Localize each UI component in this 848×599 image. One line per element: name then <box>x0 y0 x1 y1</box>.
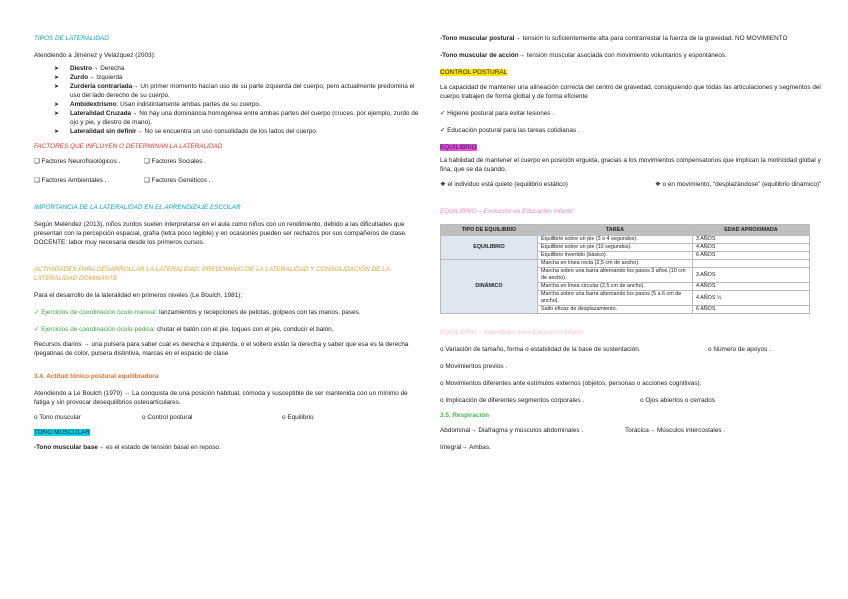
list-item: ➤ Lateralidad Cruzada→ No hay una dominancia homogénea entre ambas partes del cuerpo (cruces, por ejemplo, zurdo de ojo y pie, y diestro de mano). <box>54 109 424 127</box>
respiracion-integral: Integral→ Ambas. <box>440 444 491 451</box>
paragraph-desarrollo: Para el desarrollo de la lateralidad en primeros niveles (Le Boulch, 1981): <box>34 292 243 299</box>
table-row <box>441 260 810 268</box>
option-item: o Control postural <box>142 414 193 421</box>
heading-importancia: IMPORTANCIA DE LA LATERALIDAD EN EL APRENDIZAJE ESCOLAR <box>34 204 241 211</box>
heading-tipos-lateralidad: TIPOS DE LATERALIDAD <box>34 35 109 42</box>
heading-actitud-tonico: 3.4. Actitud tónico postural equilibradora <box>34 373 159 380</box>
age-cell: 3 AÑOS <box>693 268 810 283</box>
heading-equilibrio: EQUILIBRIO <box>440 144 477 151</box>
paragraph-importancia: Según Meléndez (2013), niños zurdos suelen interpretarse en el aula como niños con un rendimiento, debido a las dificultades que presentan con la percepción espacial, grafía (letra poco legible) y en ocasiones pueden ser rechazos por sus compañeros de clase. DOCENTE: labor muy necesaria desde los primeros cursos. <box>34 221 407 246</box>
age-cell: 4 AÑOS <box>693 283 810 291</box>
task-cell: Equilibrio invertido (básico). <box>538 252 693 260</box>
lateralidad-types-list <box>34 64 424 136</box>
paragraph-equilibrio: La habilidad de mantener el cuerpo en posición erguida, gracias a los movimientos compensatorios que implican la motricidad global y fina, que se da cuando. <box>440 157 821 173</box>
option-item: o Tono muscular <box>34 414 81 421</box>
task-cell: Equilibrio sobre un pie (3 o 4 segundos). <box>538 236 693 244</box>
activity-row-1 <box>440 345 830 354</box>
check-higiene: ✓ Higiene postural para evitar lesiones . <box>440 110 555 117</box>
options-row <box>34 413 424 422</box>
activity-item: o Número de apoyos . <box>708 346 771 353</box>
activity-item: o Ojos abiertos o cerrados <box>640 397 715 404</box>
option-item: o Equilibrio <box>282 414 314 421</box>
heading-factores: FACTORES QUE INFLUYEN O DETERMINAN LA LATERALIDAD <box>34 143 223 150</box>
paragraph-tono-accion: -Tono muscular de acción→ tensión muscular asociada con movimiento voluntarios y espontáneos. <box>440 52 727 59</box>
task-cell: Salto eficaz de desplazamiento. <box>538 306 693 314</box>
state-estatico: ❖ el individuo está quieto (equilibrio estático) <box>440 181 568 188</box>
paragraph-tono-base: -Tono muscular base→ es el estado de tensión basal en reposo. <box>34 444 221 451</box>
list-item: ➤ Zurdo→ Izquierda <box>54 73 424 82</box>
list-item: ➤ Ambidextrismo: Usan indistintamente ambas partes de su cuerpo. <box>54 100 424 109</box>
paragraph-tono-postural: -Tono muscular postural→ tensión lo suficientemente alta para contrarrestar la fuerza de la gravedad. NO MOVIMIENTO <box>440 35 788 42</box>
activity-item: o Implicación de diferentes segmentos corporales . <box>440 397 585 404</box>
task-cell: Marcha en línea recta (2,5 cm de ancho). <box>538 260 693 268</box>
task-cell: Equilibrio sobre un pie (10 segundos). <box>538 244 693 252</box>
factors-row-1 <box>34 157 424 166</box>
age-cell <box>693 260 810 268</box>
exercise-oculo-manual: ✓ Ejercicios de coordinación óculo-manual: lanzamientos y recepciones de pelotas, golpeos con las manos, pases. <box>34 309 361 316</box>
factor-item: ❑ Factores Neurofisiológicos . <box>34 158 121 165</box>
right-column <box>440 34 830 452</box>
check-educacion: ✓ Educación postural para las tareas cotidianas . <box>440 127 580 134</box>
task-cell: Marcha en línea circular (2,5 cm de ancho). <box>538 283 693 291</box>
table-header-row <box>441 225 810 236</box>
paragraph-recursos: Recursos diarios → una pulsera para saber cuál es derecha e izquierda, o el soltero están la derecha y saber que esa es la derecha /pegatinas de color, pulsera distintiva, marcas en el espacio de clase <box>34 341 409 357</box>
paragraph-control-postural: La capacidad de mantener una alineación correcta del centro de gravedad, consiguiendo que todas las articulaciones y segmentos del cuerpo trabajen de forma global y de forma eficiente <box>440 84 821 100</box>
paragraph-intro: Atendiendo a Jiménez y Velázquez (2003): <box>34 52 156 59</box>
heading-respiracion: 3.5. Respiración <box>440 412 490 419</box>
paragraph-le-boulch: Atendiendo a Le Boulch (1979) → La conquista de una posición habitual, cómoda y susceptible de ser mantenida con un mínimo de fatiga y sin provocar desequilibrios osteoarticulares. <box>34 390 408 406</box>
equilibrio-states <box>440 180 830 189</box>
equilibrio-table <box>440 224 810 314</box>
left-column <box>34 34 424 452</box>
task-cell: Marcha sobre una barra alternando los pasos (5 a 6 cm de ancho). <box>538 291 693 306</box>
age-cell: 4 AÑOS ½ <box>693 291 810 306</box>
heading-evolucion: EQUILIBRIO – Evolución en Educación Infantil <box>440 208 573 215</box>
table-row <box>441 236 810 244</box>
heading-actividades: ACTIVIDADES PARA DESARROLLAR LA LATERALIDAD: PREDOMINIO DE LA LATERALIDAD Y CONSOLIDACIÓN DE LA LATERALIDAD DOMINANTE <box>34 266 390 282</box>
age-cell: 3 AÑOS <box>693 236 810 244</box>
list-item: ➤ Diestro→ Derecha <box>54 64 424 73</box>
activity-item: o Variación de tamaño, forma o estabilidad de la base de sustentación. <box>440 346 641 353</box>
state-dinamico: ❖ o en movimiento, “desplazándose” (equilibrio dinámico)” <box>655 181 822 188</box>
respiracion-abdominal: Abdominal→ Diafragma y músculos abdominales . <box>440 427 584 434</box>
factor-item: ❑ Factores Ambientales . <box>34 177 107 184</box>
age-cell: 4 AÑOS <box>693 244 810 252</box>
list-item: ➤ Zurdería contrariada→ Un primer momento hacían uso de su parte izquierda del cuerpo, pero actualmente predomina el uso del lado derecho de su cuerpo. <box>54 82 424 100</box>
factors-row-2 <box>34 176 424 185</box>
factor-item: ❑ Factores Genéticos . <box>144 177 211 184</box>
column-header: TIPO DE EQUILIBRIO <box>441 225 538 236</box>
category-cell: DINÁMICO <box>441 260 538 314</box>
column-header: TAREA <box>538 225 693 236</box>
age-cell: 6 AÑOS <box>693 252 810 260</box>
activity-item: o Movimientos previos . <box>440 363 508 370</box>
heading-actividades-infantil: EQUILIBRIO – Actividades para Educación Infantil <box>440 329 583 336</box>
factor-item: ❑ Factores Sociales . <box>144 158 206 165</box>
age-cell: 6 AÑOS <box>693 306 810 314</box>
exercise-oculo-pedica: ✓ Ejercicios de coordinación óculo-pédica: chutar el balón con el pie, toques con el pie, conducir el balón. <box>34 326 334 333</box>
list-item: ➤ Lateralidad sin definir→ No se encuentra un uso consolidado de los lados del cuerpo. <box>54 127 424 136</box>
respiracion-row-1 <box>440 426 830 435</box>
heading-tono-muscular: TONO MUSCULAR <box>34 429 90 436</box>
category-cell: EQUILIBRIO <box>441 236 538 260</box>
heading-control-postural: CONTROL POSTURAL <box>440 69 508 76</box>
respiracion-toracica: Torácica→ Músculos intercostales . <box>625 427 726 434</box>
column-header: EDAD APROXIMADA <box>693 225 810 236</box>
task-cell: Marcha sobre una barra alternando los pasos 3 años (10 cm de ancho). <box>538 268 693 283</box>
activity-item: o Movimientos diferentes ante estímulos externos (objetos, personas o acciones cognitivas). <box>440 380 702 387</box>
activity-row-4 <box>440 396 830 405</box>
